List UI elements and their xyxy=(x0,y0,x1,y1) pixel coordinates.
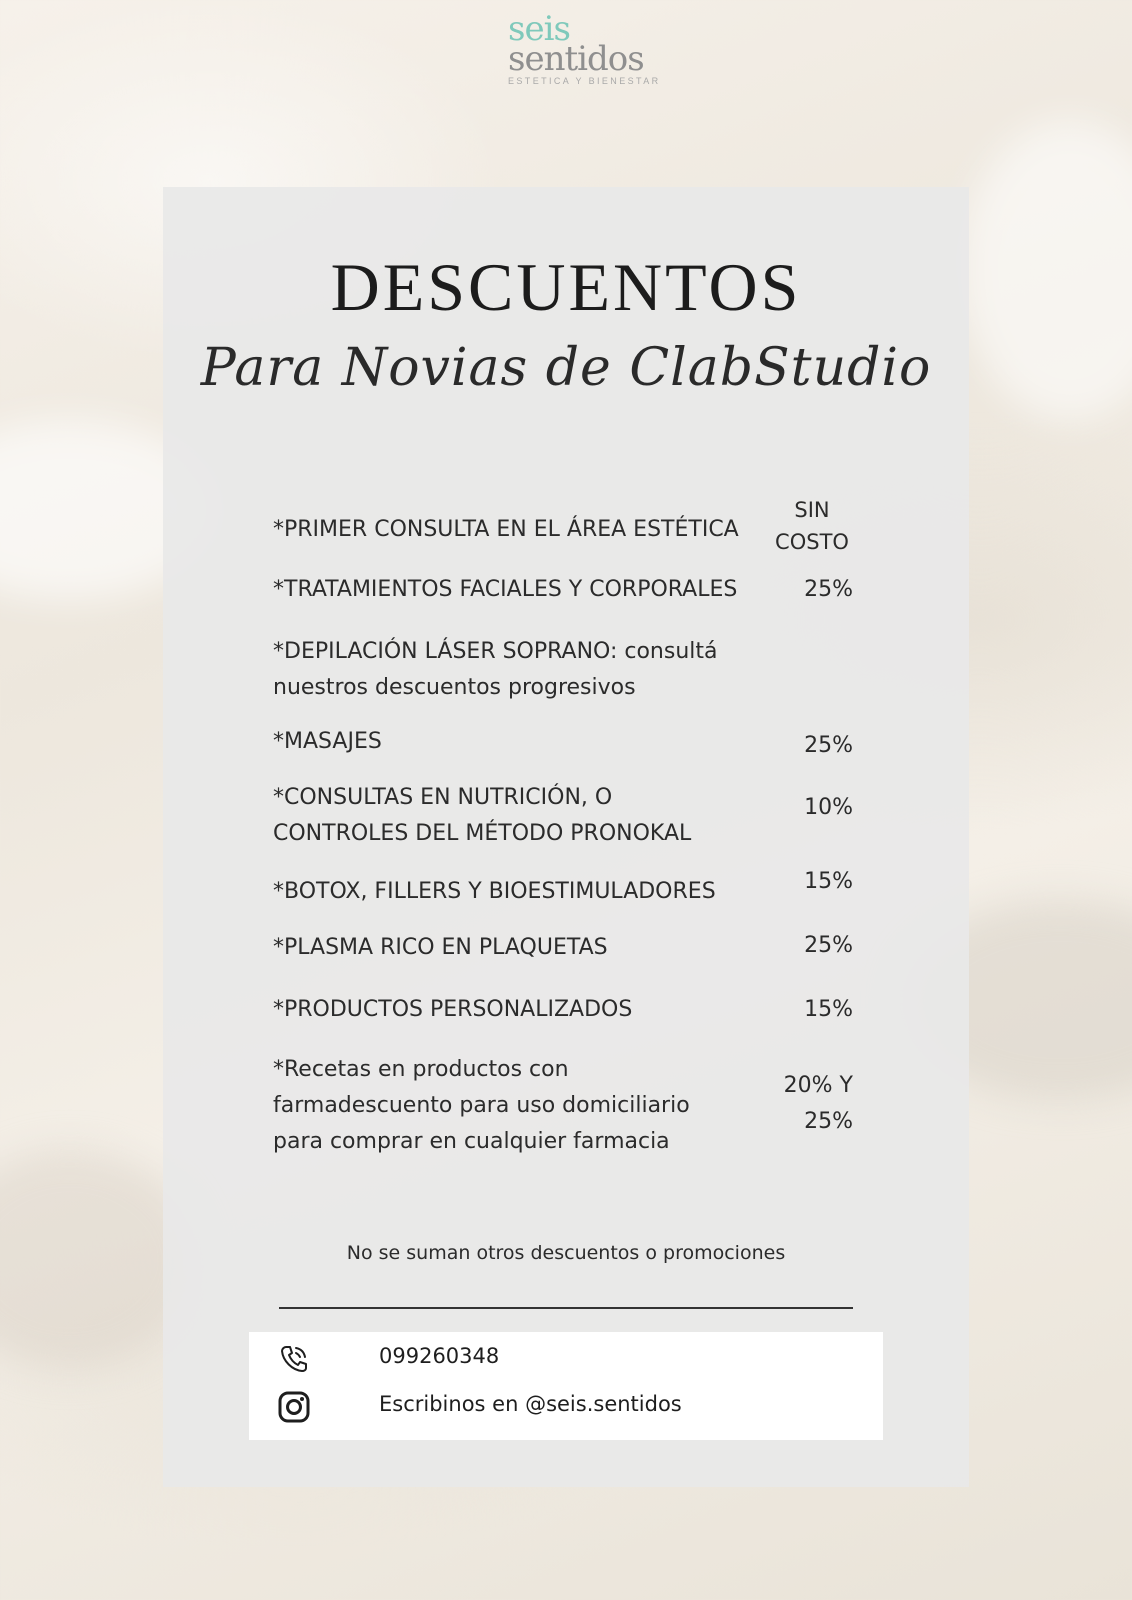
brand-line1: seis xyxy=(508,9,570,49)
item-value: 25% xyxy=(804,577,853,602)
discount-item xyxy=(273,498,853,568)
instagram-handle[interactable]: Escribinos en @seis.sentidos xyxy=(379,1392,682,1416)
item-label: *Recetas en productos con farmadescuento para uso domiciliario para comprar en cualquier farmacia xyxy=(273,1057,690,1154)
contact-box xyxy=(249,1332,883,1440)
item-label: *MASAJES xyxy=(273,729,382,754)
phone-row xyxy=(249,1338,883,1378)
item-label: *DEPILACIÓN LÁSER SOPRANO: consultá nuestros descuentos progresivos xyxy=(273,639,718,700)
divider xyxy=(279,1307,853,1309)
page-subtitle: Para Novias de ClabStudio xyxy=(200,338,932,398)
discount-item xyxy=(273,992,853,1032)
phone-icon xyxy=(277,1342,311,1376)
item-label: *PRIMER CONSULTA EN EL ÁREA ESTÉTICA xyxy=(273,517,739,542)
item-label: *PRODUCTOS PERSONALIZADOS xyxy=(273,997,633,1022)
item-value: SIN COSTO xyxy=(775,498,849,554)
brand-logo xyxy=(508,9,661,86)
instagram-icon xyxy=(277,1390,311,1424)
item-value: 25% xyxy=(804,933,853,958)
discount-item xyxy=(273,724,853,764)
phone-number[interactable]: 099260348 xyxy=(379,1344,500,1368)
item-value: 10% xyxy=(804,795,853,820)
discount-item xyxy=(273,869,853,914)
discount-item xyxy=(273,930,853,970)
item-value: 15% xyxy=(804,997,853,1022)
discount-item xyxy=(273,780,853,852)
item-label: *BOTOX, FILLERS Y BIOESTIMULADORES xyxy=(273,879,716,904)
item-value: 15% xyxy=(804,869,853,894)
discount-item xyxy=(273,572,853,612)
discount-item xyxy=(273,634,853,706)
item-label: *PLASMA RICO EN PLAQUETAS xyxy=(273,935,608,960)
page-title: DESCUENTOS xyxy=(330,249,802,325)
item-value: 20% Y 25% xyxy=(783,1073,853,1134)
instagram-row xyxy=(249,1386,883,1426)
brand-line2: sentidos xyxy=(508,39,644,79)
disclaimer-note: No se suman otros descuentos o promociones xyxy=(346,1242,786,1264)
item-label: *CONSULTAS EN NUTRICIÓN, O CONTROLES DEL MÉTODO PRONOKAL xyxy=(273,785,692,846)
item-label: *TRATAMIENTOS FACIALES Y CORPORALES xyxy=(273,577,738,602)
discount-item xyxy=(273,1052,853,1162)
brand-tagline: ESTETICA Y BIENESTAR xyxy=(508,76,661,86)
item-value: 25% xyxy=(804,733,853,758)
